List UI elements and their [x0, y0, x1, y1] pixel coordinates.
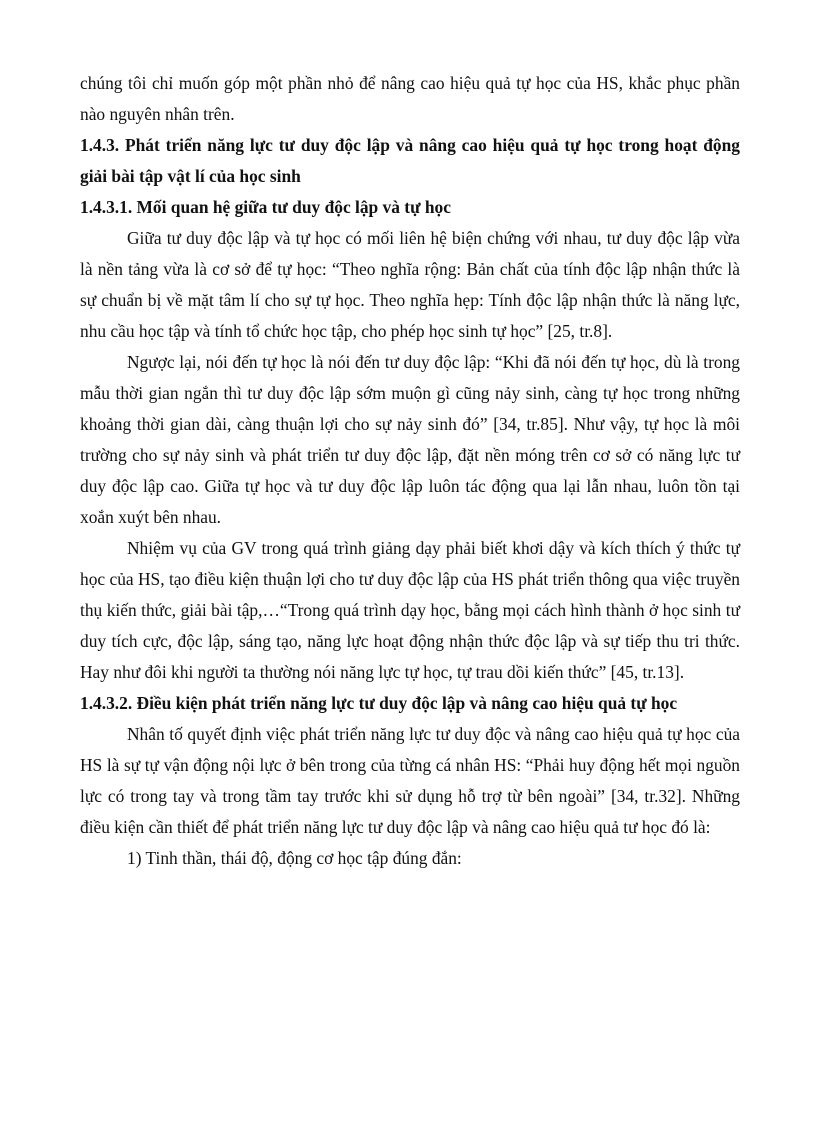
subsection-heading-1-4-3-1: 1.4.3.1. Mối quan hệ giữa tư duy độc lập và tự học — [80, 197, 451, 217]
body-paragraph: Nhiệm vụ của GV trong quá trình giảng dạy phải biết khơi dậy và kích thích ý thức tự học của HS, tạo điều kiện thuận lợi cho tư duy độc lập của HS phát triển thông qua việc truyền thụ kiến thức, giải bài tập,…“Trong quá trình dạy học, bằng mọi cách hình thành ở học sinh tư duy tích cực, độc lập, sáng tạo, năng lực hoạt động nhận thức độc lập và sự tiếp thu tri thức. Hay như đôi khi người ta thường nói năng lực tự học, tự trau dồi kiến thức” [45, tr.13]. — [80, 538, 740, 682]
section-heading-1-4-3: 1.4.3. Phát triển năng lực tư duy độc lập và nâng cao hiệu quả tự học trong hoạt động giải bài tập vật lí của học sinh — [80, 135, 740, 186]
body-paragraph: Giữa tư duy độc lập và tự học có mối liên hệ biện chứng với nhau, tư duy độc lập vừa là nền tảng vừa là cơ sở để tự học: “Theo nghĩa rộng: Bản chất của tính độc lập nhận thức là sự chuẩn bị về mặt tâm lí cho sự tự học. Theo nghĩa hẹp: Tính độc lập nhận thức là năng lực, nhu cầu học tập và tính tổ chức học tập, cho phép học sinh tự học” [25, tr.8]. — [80, 228, 740, 341]
body-paragraph: Ngược lại, nói đến tự học là nói đến tư duy độc lập: “Khi đã nói đến tự học, dù là trong mẫu thời gian ngắn thì tư duy độc lập sớm muộn gì cũng nảy sinh, càng tự học trong những khoảng thời gian dài, càng thuận lợi cho sự nảy sinh đó” [34, tr.85]. Như vậy, tự học là môi trường cho sự nảy sinh và phát triển tư duy độc lập, đặt nền móng trên cơ sở có năng lực tư duy độc lập cao. Giữa tự học và tư duy độc lập luôn tác động qua lại lẫn nhau, luôn tồn tại xoắn xuýt bên nhau. — [80, 352, 740, 527]
subsection-heading-1-4-3-2: 1.4.3.2. Điều kiện phát triển năng lực tư duy độc lập và nâng cao hiệu quả tự học — [80, 693, 678, 713]
page-body — [80, 68, 740, 874]
body-paragraph: Nhân tố quyết định việc phát triển năng lực tư duy độc và nâng cao hiệu quả tự học của HS là sự tự vận động nội lực ở bên trong của từng cá nhân HS: “Phải huy động hết mọi nguồn lực có trong tay và trong tầm tay trước khi sử dụng hỗ trợ từ bên ngoài” [34, tr.32]. Những điều kiện cần thiết để phát triển năng lực tư duy độc lập và nâng cao hiệu quả tư học đó là: — [80, 724, 740, 837]
list-item: 1) Tinh thần, thái độ, động cơ học tập đúng đắn: — [127, 848, 462, 868]
continuation-paragraph: chúng tôi chỉ muốn góp một phần nhỏ để nâng cao hiệu quả tự học của HS, khắc phục phần nào nguyên nhân trên. — [80, 73, 740, 124]
